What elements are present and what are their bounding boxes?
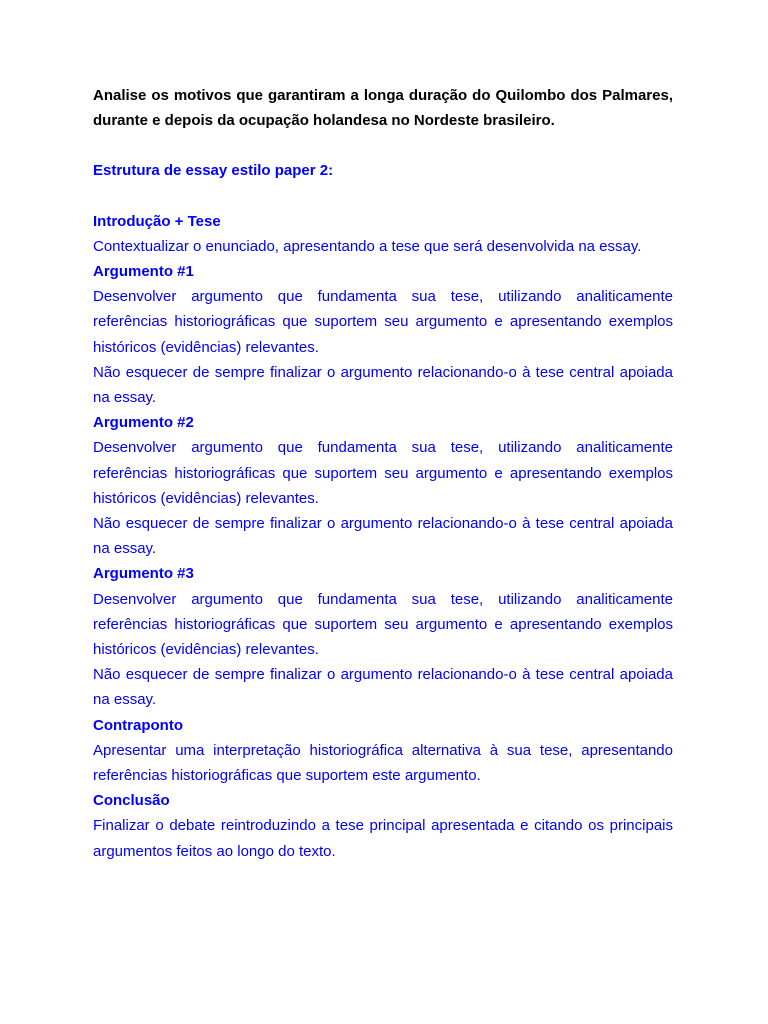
section-heading: Argumento #3: [93, 565, 194, 583]
section-paragraph: Desenvolver argumento que fundamenta sua tese, utilizando analiticamente referências historiográficas que suportem seu argumento e apresentando exemplos históricos (evidências) relevantes.: [93, 590, 673, 659]
section-argument-2: [93, 410, 673, 561]
section-paragraph: Desenvolver argumento que fundamenta sua tese, utilizando analiticamente referências historiográficas que suportem seu argumento e apresentando exemplos históricos (evidências) relevantes.: [93, 288, 673, 356]
section-paragraph: Não esquecer de sempre finalizar o argumento relacionando-o à tese central apoiada na essay.: [93, 666, 673, 709]
document-body: [93, 83, 673, 864]
section-paragraph: Não esquecer de sempre finalizar o argumento relacionando-o à tese central apoiada na essay.: [93, 515, 673, 558]
essay-structure: [93, 209, 673, 864]
section-paragraph: Desenvolver argumento que fundamenta sua tese, utilizando analiticamente referências historiográficas que suportem seu argumento e apresentando exemplos históricos (evidências) relevantes.: [93, 439, 673, 507]
section-argument-3: [93, 561, 673, 712]
section-heading: Introdução + Tese: [93, 212, 221, 230]
section-heading: Argumento #2: [93, 414, 194, 432]
section-counterpoint: [93, 713, 673, 789]
section-paragraph: Apresentar uma interpretação historiográfica alternativa à sua tese, apresentando referências historiográficas que suportem este argumento.: [93, 741, 673, 785]
section-paragraph: Contextualizar o enunciado, apresentando a tese que será desenvolvida na essay.: [93, 237, 642, 255]
section-heading: Argumento #1: [93, 263, 194, 281]
section-introduction: [93, 209, 673, 259]
section-conclusion: [93, 788, 673, 864]
structure-subtitle: Estrutura de essay estilo paper 2:: [93, 162, 334, 180]
section-heading: Contraponto: [93, 716, 183, 734]
section-argument-1: [93, 259, 673, 410]
section-paragraph: Finalizar o debate reintroduzindo a tese principal apresentada e citando os principais argumentos feitos ao longo do texto.: [93, 817, 673, 860]
section-heading: Conclusão: [93, 792, 170, 810]
section-paragraph: Não esquecer de sempre finalizar o argumento relacionando-o à tese central apoiada na essay.: [93, 363, 673, 407]
essay-question: Analise os motivos que garantiram a longa duração do Quilombo dos Palmares, durante e depois da ocupação holandesa no Nordeste brasileiro.: [93, 87, 673, 130]
